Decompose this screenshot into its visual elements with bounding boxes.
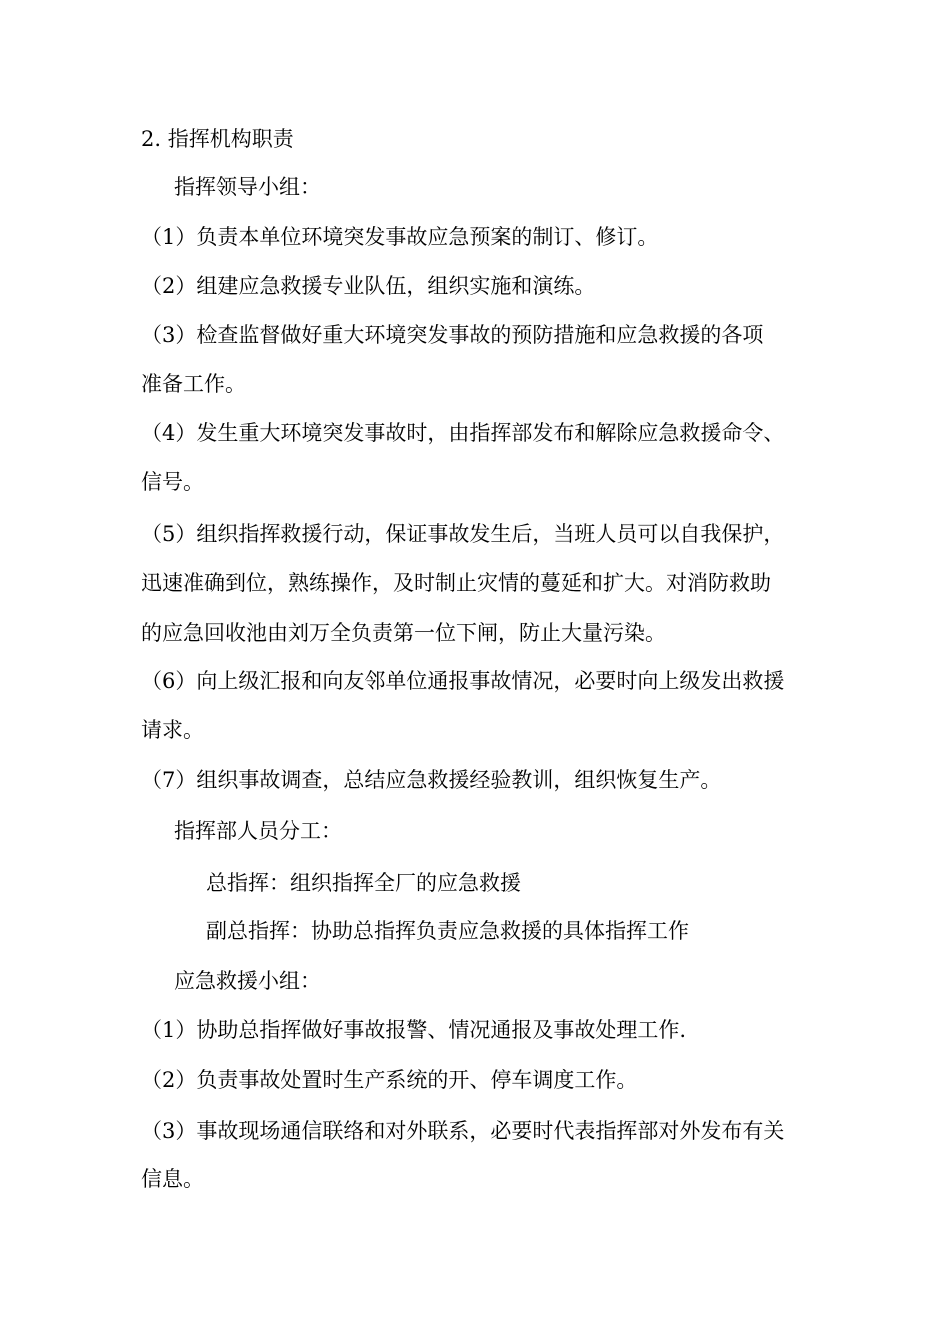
leadership-item-continuation: 的应急回收池由刘万全负责第一位下闸，防止大量污染。 (141, 621, 666, 645)
leadership-item: （5）组织指挥救援行动，保证事故发生后，当班人员可以自我保护， (141, 522, 785, 546)
leadership-group-title: 指挥领导小组： (174, 175, 321, 199)
rescue-item: （3）事故现场通信联络和对外联系，必要时代表指挥部对外发布有关 (141, 1119, 785, 1143)
leadership-item: （1）负责本单位环境突发事故应急预案的制订、修订。 (141, 225, 659, 249)
rescue-item: （1）协助总指挥做好事故报警、情况通报及事故处理工作. (141, 1018, 687, 1042)
division-item: 总指挥：组织指挥全厂的应急救援 (206, 871, 521, 895)
leadership-item: （6）向上级汇报和向友邻单位通报事故情况，必要时向上级发出救援 (141, 669, 785, 693)
leadership-item: （3）检查监督做好重大环境突发事故的预防措施和应急救援的各项 (141, 323, 764, 347)
division-title: 指挥部人员分工： (174, 819, 342, 843)
rescue-item-continuation: 信息。 (141, 1167, 204, 1191)
rescue-item: （2）负责事故处置时生产系统的开、停车调度工作。 (141, 1068, 638, 1092)
leadership-item: （4）发生重大环境突发事故时，由指挥部发布和解除应急救援命令、 (141, 421, 785, 445)
leadership-item-continuation: 准备工作。 (141, 372, 246, 396)
leadership-item: （7）组织事故调查，总结应急救援经验教训，组织恢复生产。 (141, 768, 722, 792)
leadership-item-continuation: 迅速准确到位，熟练操作，及时制止灾情的蔓延和扩大。对消防救助 (141, 571, 771, 595)
leadership-item-continuation: 请求。 (141, 718, 204, 742)
division-item: 副总指挥：协助总指挥负责应急救援的具体指挥工作 (206, 919, 689, 943)
rescue-group-title: 应急救援小组： (174, 969, 321, 993)
section-heading: 2. 指挥机构职责 (141, 127, 294, 151)
leadership-item: （2）组建应急救援专业队伍，组织实施和演练。 (141, 274, 596, 298)
leadership-item-continuation: 信号。 (141, 470, 204, 494)
